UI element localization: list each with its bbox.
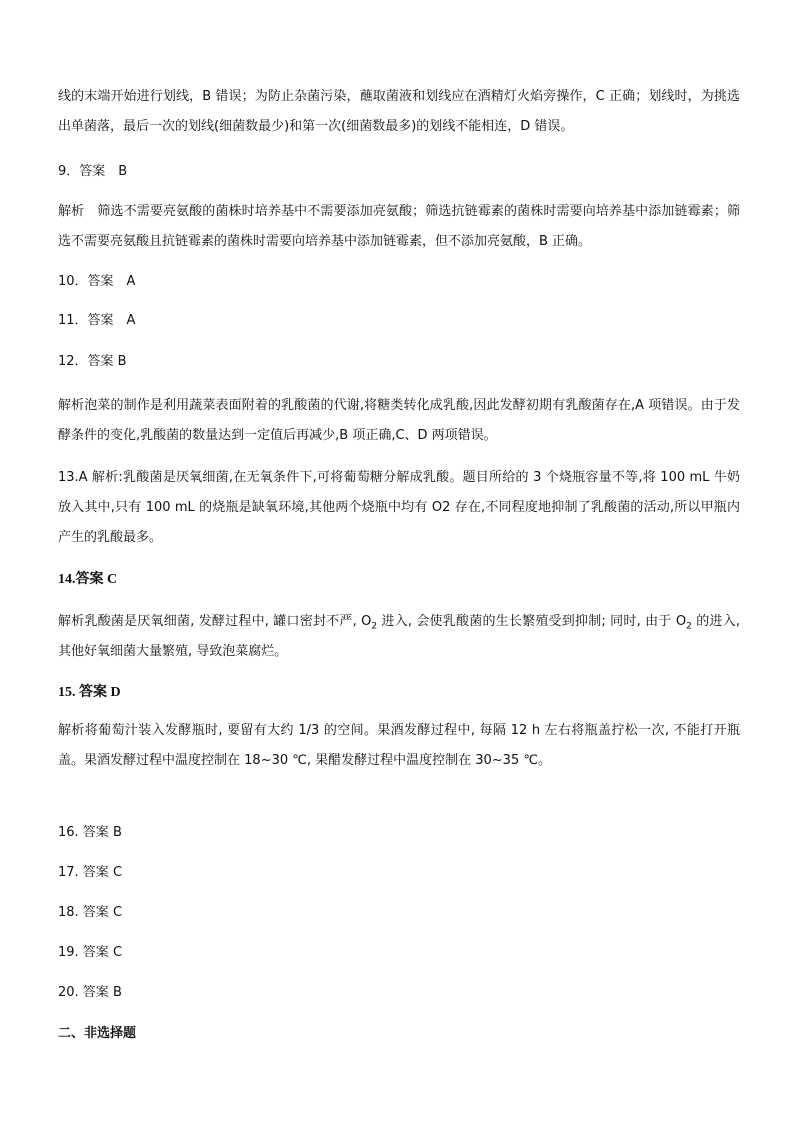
explanation-14-part2: 进入, 会使乳酸菌的生长繁殖受到抑制; 同时, 由于 O (377, 614, 687, 629)
explanation-14-part1: 解析乳酸菌是厌氧细菌, 发酵过程中, 罐口密封不严, O (58, 614, 372, 629)
explanation-13: 13.A 解析:乳酸菌是厌氧细菌,在无氧条件下,可将葡萄糖分解成乳酸。题目所给的 3 个烧瓶容量不等,将 100 mL 牛奶放入其中,只有 100 mL 的烧瓶是缺氧环境,其他两个烧瓶中均有 O2 存在,不同程度地抑制了乳酸菌的活动,所以甲瓶内产生的乳酸最多。 (58, 470, 740, 545)
explanation-14 (58, 607, 740, 667)
o2-subscript: 2 (371, 621, 378, 632)
answer-19: 19. 答案 C (58, 945, 123, 960)
section-heading-non-choice: 二、非选择题 (58, 1026, 137, 1041)
answer-11: 11．答案 A (58, 313, 136, 328)
answer-14: 14.答案 C (58, 572, 118, 587)
explanation-15: 解析将葡萄汁装入发酵瓶时, 要留有大约 1/3 的空间。果酒发酵过程中, 每隔 12 h 左右将瓶盖拧松一次, 不能打开瓶盖。果酒发酵过程中温度控制在 18~30 ℃, 果醋发酵过程中温度控制在 30~35 ℃。 (58, 723, 740, 768)
answer-8-explanation-continued: 线的末端开始进行划线，B 错误；为防止杂菌污染，蘸取菌液和划线应在酒精灯火焰旁操作，C 正确；划线时，为挑选出单菌落，最后一次的划线(细菌数最少)和第一次(细菌数最多)的划线不能相连，D 错误。 (58, 89, 740, 134)
answer-18: 18. 答案 C (58, 905, 123, 920)
explanation-12: 解析泡菜的制作是利用蔬菜表面附着的乳酸菌的代谢,将糖类转化成乳酸,因此发酵初期有乳酸菌存在,A 项错误。由于发酵条件的变化,乳酸菌的数量达到一定值后再减少,B 项正确,C、D 两项错误。 (58, 398, 740, 443)
o2-subscript: 2 (686, 621, 692, 632)
explanation-9: 解析 筛选不需要亮氨酸的菌株时培养基中不需要添加亮氨酸；筛选抗链霉素的菌株时需要向培养基中添加链霉素；筛选不需要亮氨酸且抗链霉素的菌株时需要向培养基中添加链霉素，但不添加亮氨酸，B 正确。 (58, 204, 740, 249)
answer-12: 12．答案 B (58, 354, 127, 369)
explanation-14-part3: 的进入, 其他好氧细菌大量繁殖, 导致泡菜腐烂。 (58, 614, 741, 659)
answer-20: 20. 答案 B (58, 985, 122, 1000)
answer-15: 15. 答案 D (58, 685, 121, 700)
answer-17: 17. 答案 C (58, 865, 123, 880)
answer-10: 10．答案 A (58, 274, 136, 289)
answer-9: 9．答案 B (58, 164, 128, 179)
answer-16: 16. 答案 B (58, 825, 122, 840)
